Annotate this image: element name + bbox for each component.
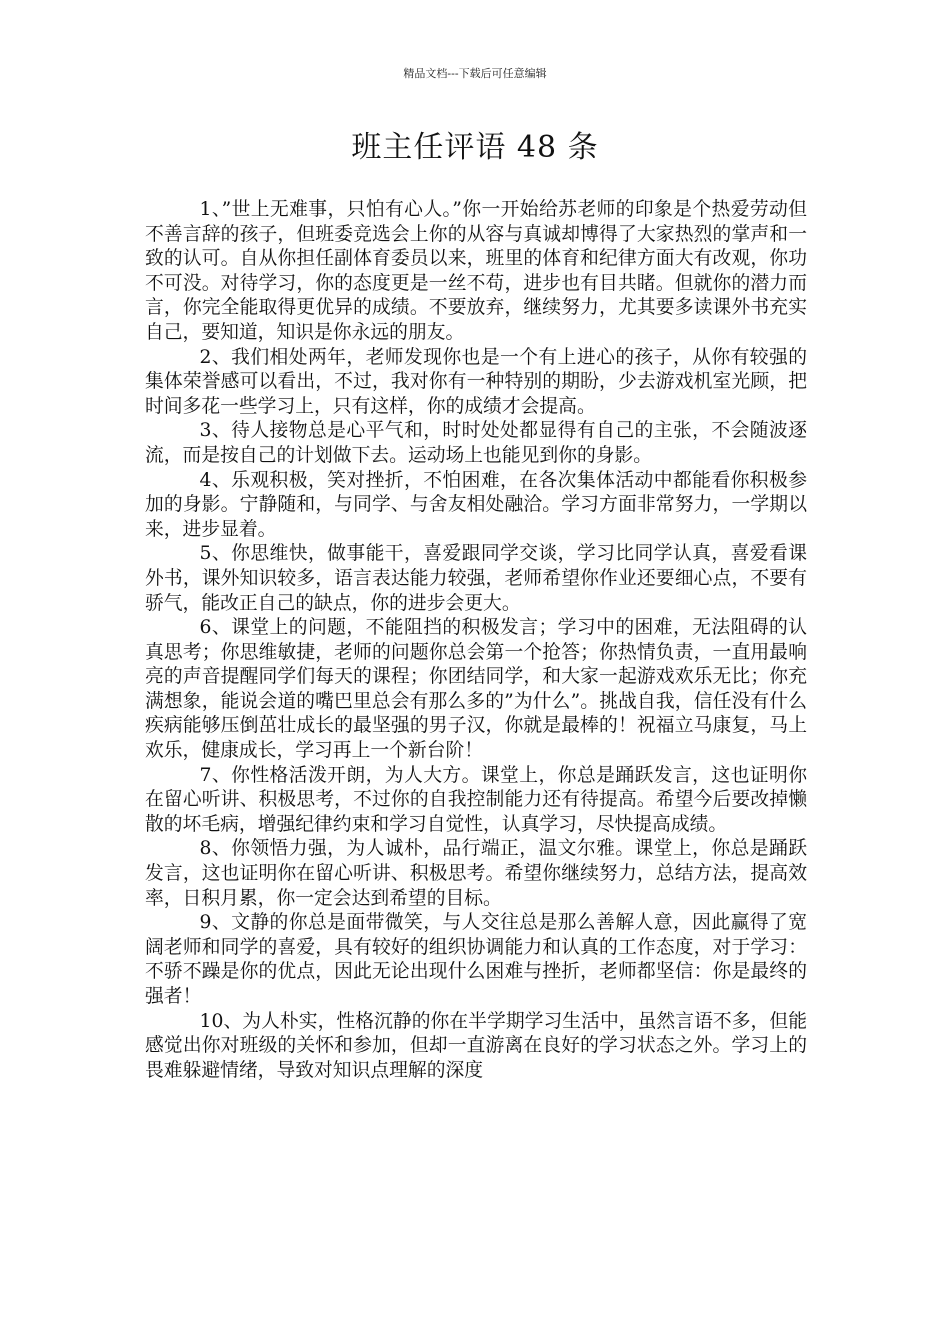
paragraph-9: 9、文静的你总是面带微笑，与人交往总是那么善解人意，因此赢得了宽阔老师和同学的喜爱，具有较好的组织协调能力和认真的工作态度，对于学习：不骄不躁是你的优点，因此无论出现什么困难与挫折，老师都坚信：你是最终的强者！ (145, 912, 807, 1007)
paragraph-8: 8、你领悟力强，为人诚朴，品行端正，温文尔雅。课堂上，你总是踊跃发言，这也证明你在留心听讲、积极思考。希望你继续努力，总结方法，提高效率，日积月累，你一定会达到希望的目标。 (145, 838, 807, 909)
paragraph-10: 10、为人朴实，性格沉静的你在半学期学习生活中，虽然言语不多，但能感觉出你对班级的关怀和参加，但却一直游离在良好的学习状态之外。学习上的畏难躲避情绪，导致对知识点理解的深度 (145, 1010, 807, 1081)
header-note: 精品文档---下载后可任意编辑 (403, 67, 547, 80)
paragraph-3: 3、待人接物总是心平气和，时时处处都显得有自己的主张，不会随波逐流，而是按自己的计划做下去。运动场上也能见到你的身影。 (145, 420, 807, 466)
paragraph-7: 7、你性格活泼开朗，为人大方。课堂上，你总是踊跃发言，这也证明你在留心听讲、积极思考，不过你的自我控制能力还有待提高。希望今后要改掉懒散的坏毛病，增强纪律约束和学习自觉性，认真学习，尽快提高成绩。 (145, 764, 807, 835)
paragraph-1: 1、”世上无难事，只怕有心人。”你一开始给苏老师的印象是个热爱劳动但不善言辞的孩子，但班委竞选会上你的从容与真诚却博得了大家热烈的掌声和一致的认可。自从你担任副体育委员以来，班里的体育和纪律方面大有改观，你功不可没。对待学习，你的态度更是一丝不苟，进步也有目共睹。但就你的潜力而言，你完全能取得更优异的成绩。不要放弃，继续努力，尤其要多读课外书充实自己，要知道，知识是你永远的朋友。 (145, 199, 807, 343)
paragraph-6: 6、课堂上的问题，不能阻挡的积极发言；学习中的困难，无法阻碍的认真思考；你思维敏捷，老师的问题你总会第一个抢答；你热情负责，一直用最响亮的声音提醒同学们每天的课程；你团结同学，和大家一起游戏欢乐无比；你充满想象，能说会道的嘴巴里总会有那么多的”为什么”。挑战自我，信任没有什么疾病能够压倒茁壮成长的最坚强的男子汉，你就是最棒的！祝福立马康复，马上欢乐，健康成长，学习再上一个新台阶！ (145, 617, 807, 762)
paragraph-2: 2、我们相处两年，老师发现你也是一个有上进心的孩子，从你有较强的集体荣誉感可以看出，不过，我对你有一种特别的期盼，少去游戏机室光顾，把时间多花一些学习上，只有这样，你的成绩才会提高。 (145, 346, 807, 417)
document-title: 班主任评语 48 条 (351, 130, 599, 165)
paragraph-5: 5、你思维快，做事能干，喜爱跟同学交谈，学习比同学认真，喜爱看课外书，课外知识较多，语言表达能力较强，老师希望你作业还要细心点，不要有骄气，能改正自己的缺点，你的进步会更大。 (145, 543, 807, 614)
paragraph-4: 4、乐观积极，笑对挫折，不怕困难，在各次集体活动中都能看你积极参加的身影。宁静随和，与同学、与舍友相处融洽。学习方面非常努力，一学期以来，进步显着。 (145, 469, 807, 540)
document-body (145, 198, 807, 1083)
